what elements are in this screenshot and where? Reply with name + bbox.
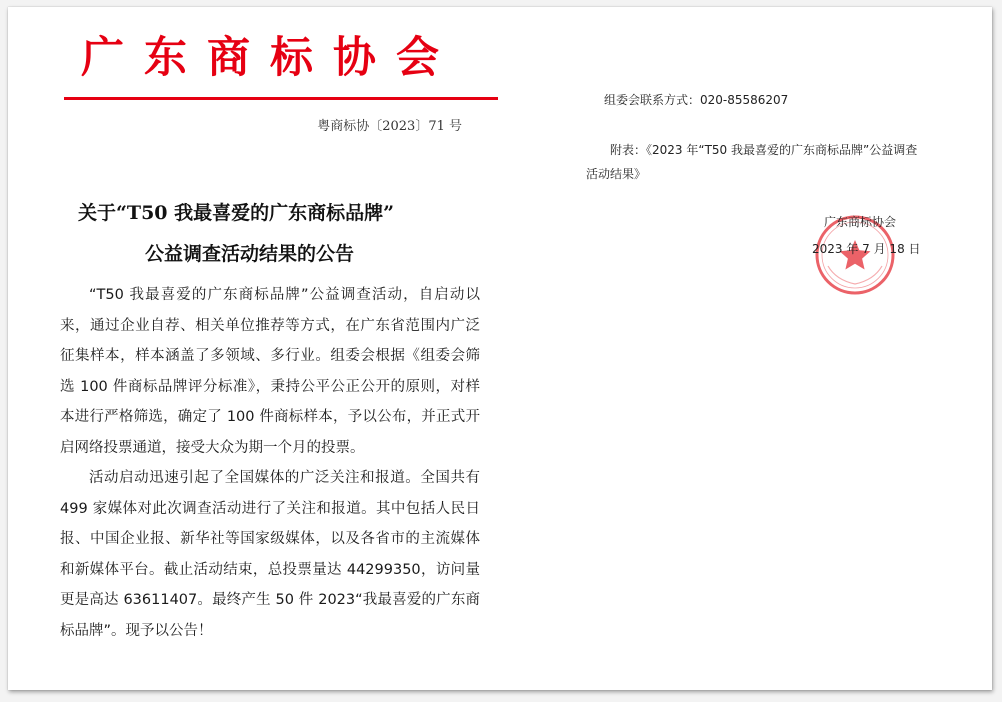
document-number: 粤商标协〔2023〕71 号 (317, 119, 462, 134)
signature-date: 2023 年 7 月 18 日 (812, 242, 921, 256)
notice-body (60, 280, 480, 646)
attachment-text: 附表：《2023 年“T50 我最喜爱的广东商标品牌”公益调查活动结果》 (586, 143, 918, 181)
signature-org: 广东商标协会 (824, 215, 897, 229)
body-paragraph-1: “T50 我最喜爱的广东商标品牌”公益调查活动，自启动以来，通过企业自荐、相关单位推荐等方式，在广东省范围内广泛征集样本，样本涵盖了多领域、多行业。组委会根据《组委会筛选 100 件商标品牌评分标准》，秉持公平公正公开的原则，对样本进行严格筛选，确定了 100 件商标样本，予以公布，并正式开启网络投票通道，接受大众为期一个月的投票。 (60, 287, 480, 456)
notice-title-line-2: 公益调查活动结果的公告 (145, 243, 355, 265)
attachment-note (586, 138, 926, 186)
letterhead-org-name: 广东商标协会 (81, 33, 459, 83)
notice-title-line-1: 关于“T50 我最喜爱的广东商标品牌” (78, 202, 395, 224)
contact-info: 组委会联系方式：020-85586207 (604, 93, 789, 107)
letterhead-red-rule (64, 97, 498, 100)
body-paragraph-2: 活动启动迅速引起了全国媒体的广泛关注和报道。全国共有 499 家媒体对此次调查活动进行了关注和报道。其中包括人民日报、中国企业报、新华社等国家级媒体，以及各省市的主流媒体和新媒体平台。截止活动结束，总投票量达 44299350，访问量更是高达 63611407。最终产生 50 件 2023“我最喜爱的广东商标品牌”。现予以公告！ (60, 470, 480, 639)
document-page (8, 7, 992, 690)
